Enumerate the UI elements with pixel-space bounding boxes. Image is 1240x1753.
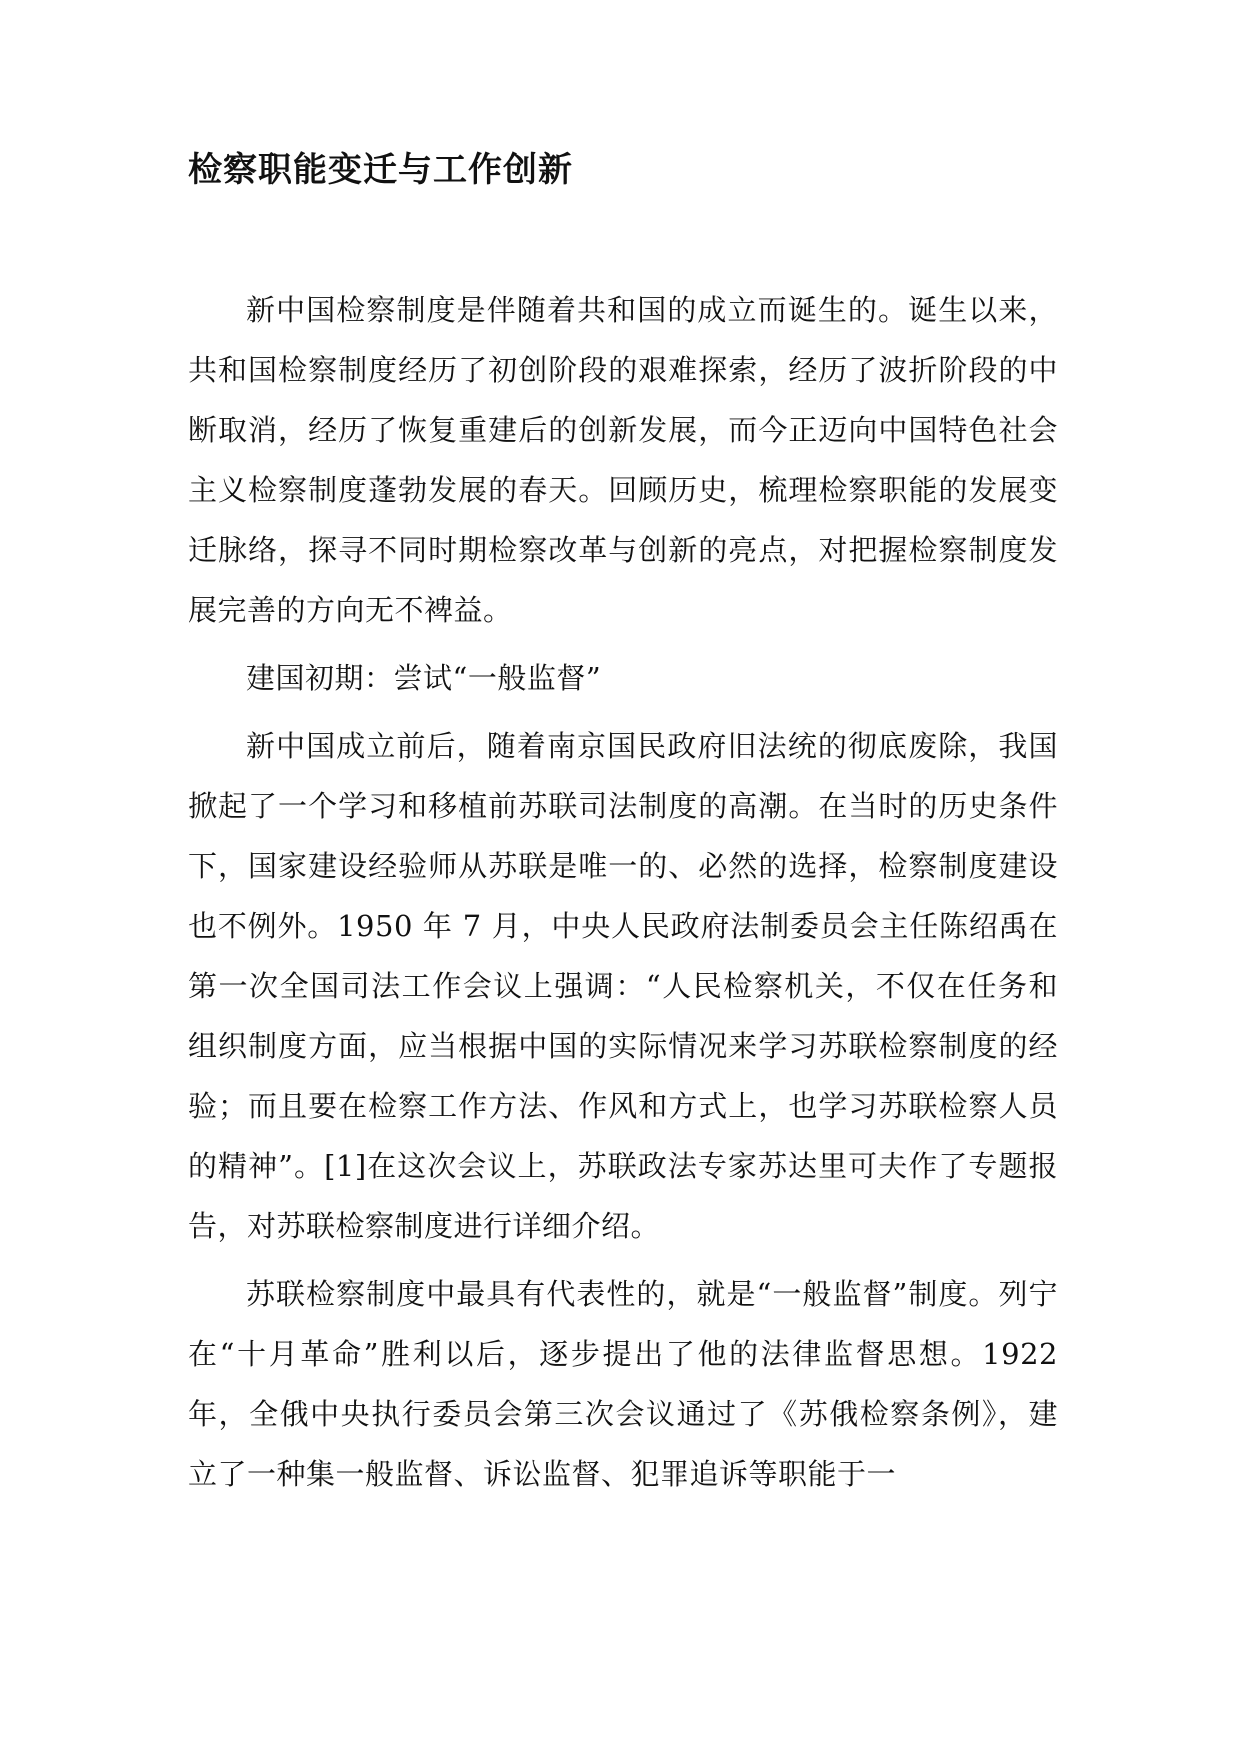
document-page [188,150,1058,1512]
paragraph-intro: 新中国检察制度是伴随着共和国的成立而诞生的。诞生以来，共和国检察制度经历了初创阶段的艰难探索，经历了波折阶段的中断取消，经历了恢复重建后的创新发展，而今正迈向中国特色社会主义检察制度蓬勃发展的春天。回顾历史，梳理检察职能的发展变迁脉络，探寻不同时期检察改革与创新的亮点，对把握检察制度发展完善的方向无不裨益。 [188,293,1058,627]
section-heading: 建国初期：尝试“一般监督” [246,661,602,695]
document-body [188,280,1058,1504]
document-title: 检察职能变迁与工作创新 [188,150,573,190]
paragraph-founding-period: 新中国成立前后，随着南京国民政府旧法统的彻底废除，我国掀起了一个学习和移植前苏联司法制度的高潮。在当时的历史条件下，国家建设经验师从苏联是唯一的、必然的选择，检察制度建设也不例外。1950 年 7 月，中央人民政府法制委员会主任陈绍禹在第一次全国司法工作会议上强调：“人民检察机关，不仅在任务和组织制度方面，应当根据中国的实际情况来学习苏联检察制度的经验；而且要在检察工作方法、作风和方式上，也学习苏联检察人员的精神”。[1]在这次会议上，苏联政法专家苏达里可夫作了专题报告，对苏联检察制度进行详细介绍。 [188,729,1058,1243]
paragraph-general-supervision: 苏联检察制度中最具有代表性的，就是“一般监督”制度。列宁在“十月革命”胜利以后，逐步提出了他的法律监督思想。1922 年，全俄中央执行委员会第三次会议通过了《苏俄检察条例》，建立了一种集一般监督、诉讼监督、犯罪追诉等职能于一 [188,1277,1058,1491]
